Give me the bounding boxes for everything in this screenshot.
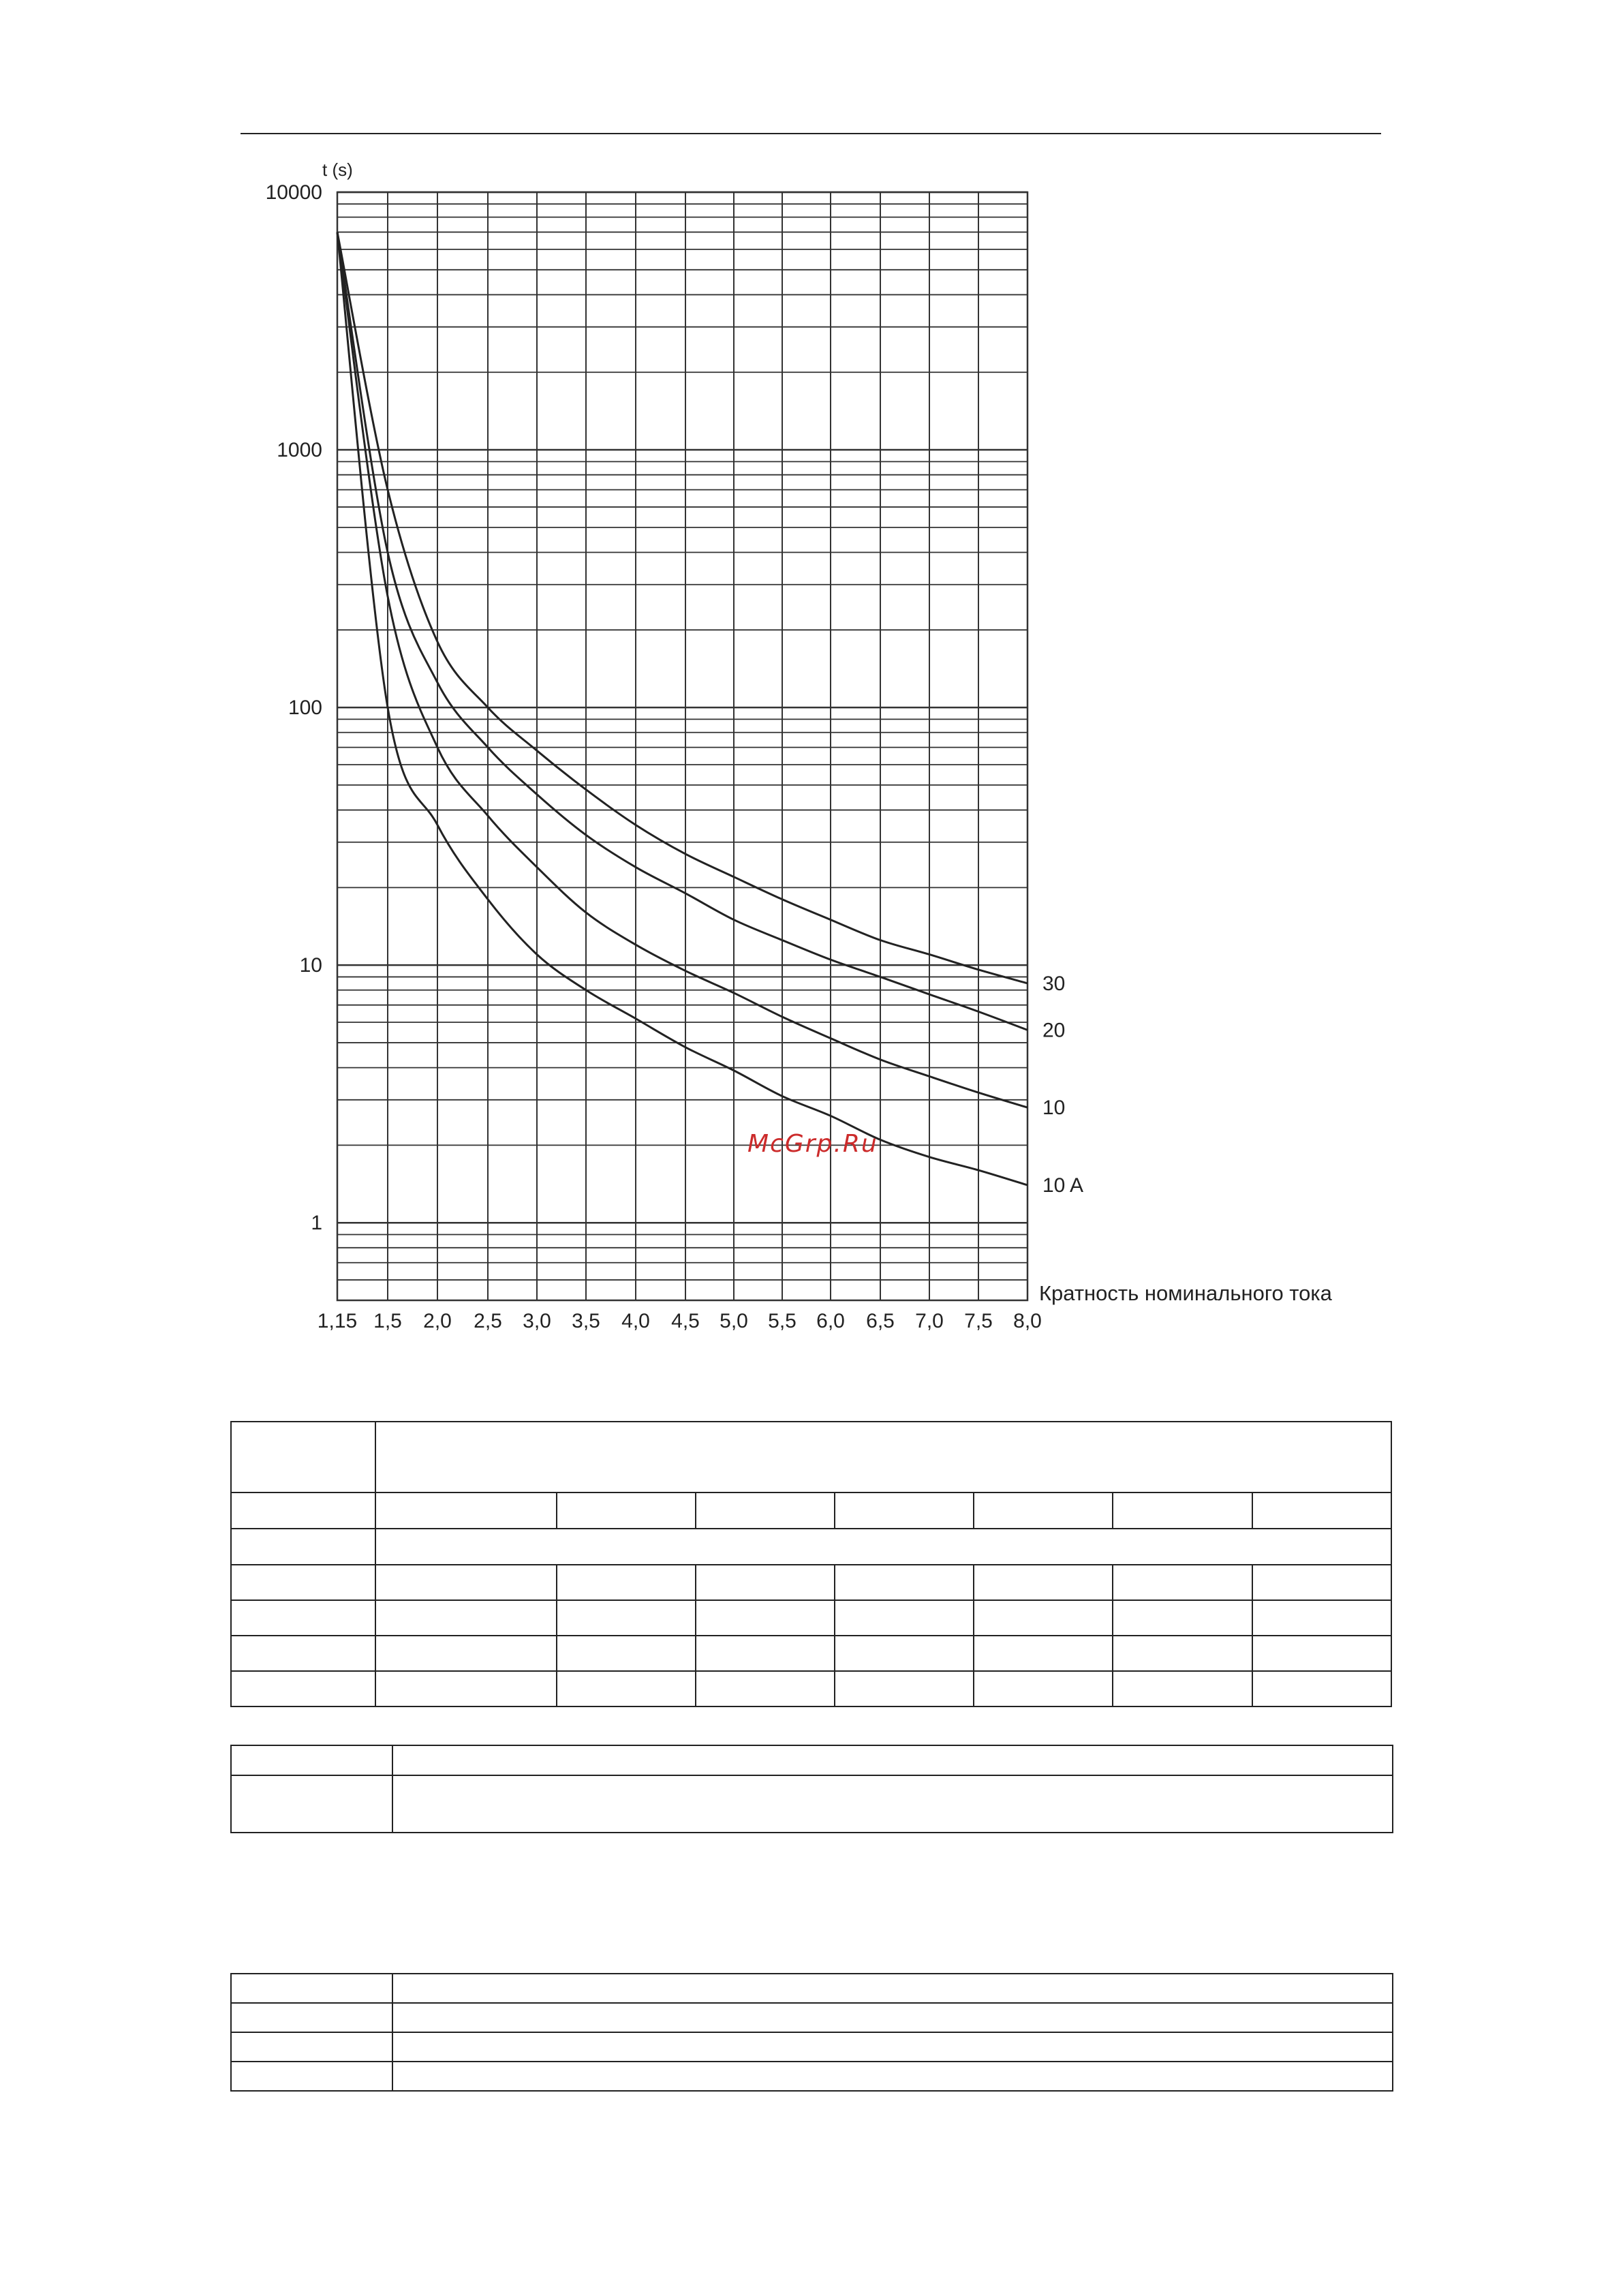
table-cell: [231, 1565, 375, 1600]
y-tick-label: 1: [311, 1212, 322, 1235]
table-cell: [1252, 1565, 1391, 1600]
series-label: 10: [1042, 1097, 1066, 1120]
table-cell: [375, 1671, 556, 1706]
table-cell: [231, 1422, 375, 1493]
table-cell: [835, 1565, 974, 1600]
table-cell: [696, 1600, 835, 1636]
table-cell: [1113, 1671, 1252, 1706]
x-tick-label: 6,5: [866, 1310, 895, 1332]
table-cell: [974, 1671, 1113, 1706]
x-tick-label: 8,0: [1013, 1310, 1042, 1332]
table-cell: [392, 2062, 1393, 2091]
table-cell: [696, 1636, 835, 1671]
x-tick-label: 2,0: [423, 1310, 452, 1332]
series-line-20: [337, 232, 1027, 1030]
x-tick-label: 7,0: [915, 1310, 944, 1332]
y-tick-label: 10: [299, 954, 322, 977]
table-cell: [231, 1529, 375, 1565]
table-cell: [557, 1636, 696, 1671]
x-tick-label: 3,5: [572, 1310, 600, 1332]
table-cell: [392, 2032, 1393, 2062]
x-tick-label: 4,5: [671, 1310, 700, 1332]
table-cell: [835, 1600, 974, 1636]
series-label: 30: [1042, 972, 1066, 995]
table-cell: [835, 1636, 974, 1671]
watermark: McGrp.Ru: [747, 1130, 878, 1158]
table-cell: [231, 1671, 375, 1706]
table-cell: [392, 1974, 1393, 2003]
x-tick-label: 4,0: [621, 1310, 650, 1332]
table-cell: [974, 1600, 1113, 1636]
table-cell: [231, 2062, 392, 2091]
table-cell: [1113, 1565, 1252, 1600]
table-cell: [557, 1565, 696, 1600]
series-label: 20: [1042, 1019, 1066, 1042]
plot-frame: [337, 192, 1027, 1300]
x-tick-label: 5,0: [720, 1310, 748, 1332]
table-cell: [375, 1600, 556, 1636]
table-cell: [696, 1565, 835, 1600]
table-cell: [231, 2003, 392, 2032]
x-tick-label: 1,5: [373, 1310, 402, 1332]
x-tick-label: 1,15: [317, 1310, 358, 1332]
table-cell: [375, 1636, 556, 1671]
series-line-10: [337, 232, 1027, 1108]
table-cell: [835, 1671, 974, 1706]
table-cell: [375, 1565, 556, 1600]
table-cell: [231, 1974, 392, 2003]
table-cell: [231, 1493, 375, 1529]
table-cell: [392, 1775, 1393, 1833]
x-tick-label: 6,0: [816, 1310, 845, 1332]
spec-table-2: [230, 1745, 1393, 1833]
series-line-30: [337, 232, 1027, 983]
spec-table-1: [230, 1421, 1392, 1707]
table-cell: [1113, 1600, 1252, 1636]
table-cell: [696, 1493, 835, 1529]
series-label: 10 A: [1042, 1174, 1084, 1197]
x-tick-label: 3,0: [523, 1310, 551, 1332]
table-cell: [835, 1493, 974, 1529]
table-cell: [1113, 1636, 1252, 1671]
table-merged-cell: [375, 1529, 1391, 1565]
table-cell: [231, 1636, 375, 1671]
table-cell: [375, 1493, 556, 1529]
table-cell: [974, 1565, 1113, 1600]
x-tick-label: 2,5: [474, 1310, 502, 1332]
table-cell: [696, 1671, 835, 1706]
table-cell: [231, 1775, 392, 1833]
table-cell: [392, 2003, 1393, 2032]
table-cell: [1252, 1493, 1391, 1529]
x-tick-label: 5,5: [768, 1310, 797, 1332]
table-cell: [1252, 1636, 1391, 1671]
table-cell: [557, 1671, 696, 1706]
table-cell: [1252, 1600, 1391, 1636]
table-cell: [1252, 1671, 1391, 1706]
table-cell: [231, 1600, 375, 1636]
table-cell: [557, 1493, 696, 1529]
table-cell: [231, 1745, 392, 1775]
chart-grid: [337, 192, 1027, 1300]
table-cell: [392, 1745, 1393, 1775]
table-cell: [231, 2032, 392, 2062]
y-tick-label: 10000: [265, 181, 322, 204]
table-cell: [974, 1636, 1113, 1671]
spec-table-3: [230, 1973, 1393, 2092]
table-cell: [974, 1493, 1113, 1529]
x-axis-label: Кратность номинального тока: [1039, 1281, 1332, 1305]
table-cell: [1113, 1493, 1252, 1529]
y-tick-label: 1000: [277, 439, 322, 462]
table-header-cell: [375, 1422, 1391, 1493]
y-tick-label: 100: [288, 697, 322, 720]
table-cell: [557, 1600, 696, 1636]
x-tick-label: 7,5: [964, 1310, 993, 1332]
y-axis-label: t (s): [322, 159, 353, 180]
